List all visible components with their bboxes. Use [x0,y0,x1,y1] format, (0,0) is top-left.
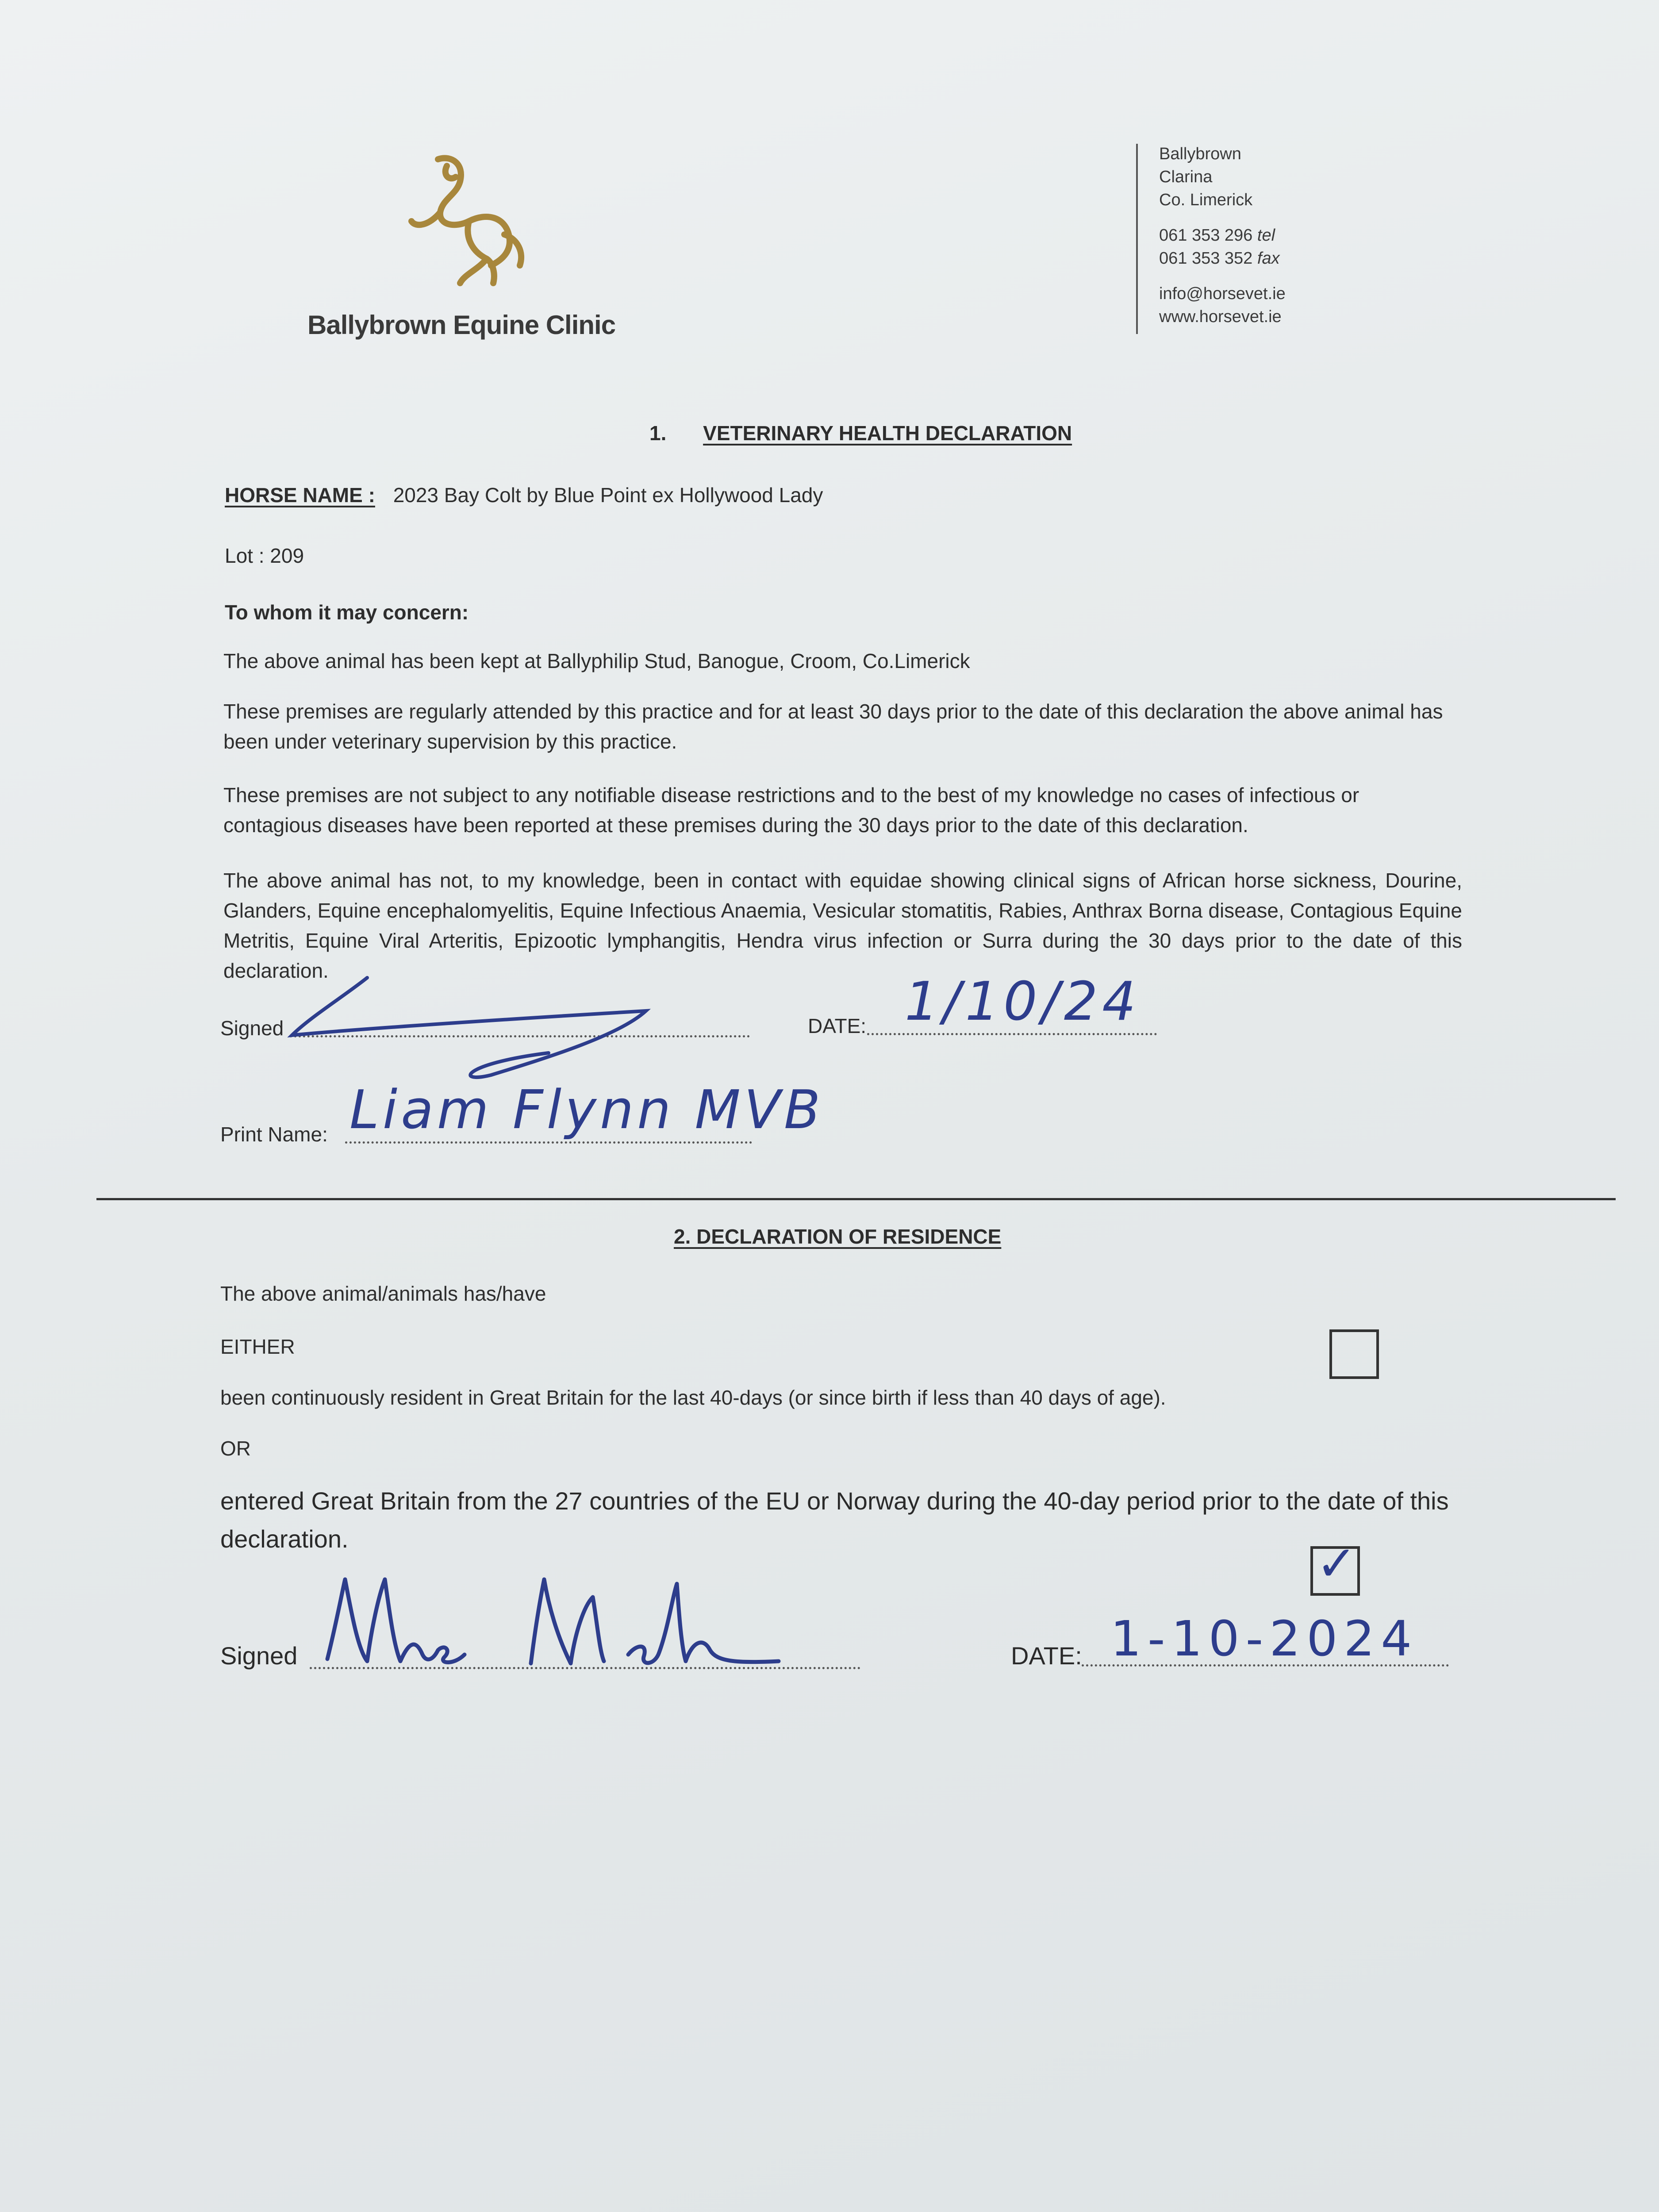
option2-text: entered Great Britain from the 27 countries of the EU or Norway during the 40-day period prior to the date of this declaration. [220,1487,1449,1553]
section1-title: VETERINARY HEALTH DECLARATION [703,422,1072,445]
email: info@horsevet.ie [1159,284,1286,303]
vet-signature [283,969,681,1084]
fax-label: fax [1257,249,1280,268]
fax-number: 061 353 352 [1159,249,1253,268]
phone-label: tel [1257,226,1275,245]
fax-line [1159,247,1286,270]
residence-intro: The above animal/animals has/have [220,1282,546,1305]
address-line-1: Ballybrown [1159,145,1241,163]
date-label-2: DATE: [1011,1642,1082,1670]
horse-logo [398,150,531,296]
date-line-1 [867,1033,1157,1035]
declarant-signature [319,1562,787,1677]
signed-label-1: Signed [220,1017,284,1040]
option1-checkbox[interactable] [1329,1329,1379,1379]
paragraph-supervision: These premises are regularly attended by this practice and for at least 30 days prior to the date of this declaration the above animal has been under veterinary supervision by this practice. [223,700,1443,753]
date-value-2: 1-10-2024 [1110,1610,1418,1667]
clinic-name: Ballybrown Equine Clinic [307,310,616,340]
phone-number: 061 353 296 [1159,226,1253,245]
paragraph-restrictions: These premises are not subject to any notifiable disease restrictions and to the best of my knowledge no cases of infectious or contagious diseases have been reported at these premises during the 30 days prior to the date of this declaration. [223,783,1359,837]
lot-number: Lot : 209 [225,544,304,567]
horse-name-row [225,480,823,510]
print-name-value: Liam Flynn MVB [349,1079,824,1141]
paragraph-contact: The above animal has not, to my knowledge, been in contact with equidae showing clinical signs of African horse sickness, Dourine, Glanders, Equine encephalomyelitis, Equine Infectious Anaemia, Vesicular stomatitis, Rabies, Anthrax Borna disease, Contagious Equine Metritis, Equine Viral Arteritis, Epizootic lymphangitis, Hendra virus infection or Surra during the 30 days prior to the date of this declaration. [223,869,1462,982]
clinic-address [1159,142,1286,328]
website: www.horsevet.ie [1159,307,1282,326]
section2-title: 2. DECLARATION OF RESIDENCE [674,1225,1002,1248]
phone-line [1159,224,1286,247]
address-line-3: Co. Limerick [1159,191,1253,209]
option1-text: been continuously resident in Great Britain for the last 40-days (or since birth if less than 40 days of age). [220,1386,1166,1409]
section-divider [96,1198,1616,1200]
print-name-label: Print Name: [220,1123,328,1146]
section1-number: 1. [649,422,667,445]
horse-name-value: 2023 Bay Colt by Blue Point ex Hollywood Lady [393,484,823,507]
or-label: OR [220,1437,251,1460]
section1-heading [649,421,1072,445]
paragraph-premises: The above animal has been kept at Ballyphilip Stud, Banogue, Croom, Co.Limerick [223,649,970,672]
horse-name-label: HORSE NAME : [225,484,375,507]
date-value-1: 1/10/24 [905,971,1141,1033]
option2-check-mark: ✓ [1316,1535,1357,1592]
signed-label-2: Signed [220,1642,298,1670]
print-name-line [345,1141,752,1144]
either-label: EITHER [220,1335,295,1358]
salutation: To whom it may concern: [225,601,469,624]
address-line-2: Clarina [1159,168,1213,186]
date-label-1: DATE: [808,1014,867,1037]
address-divider [1136,144,1138,334]
